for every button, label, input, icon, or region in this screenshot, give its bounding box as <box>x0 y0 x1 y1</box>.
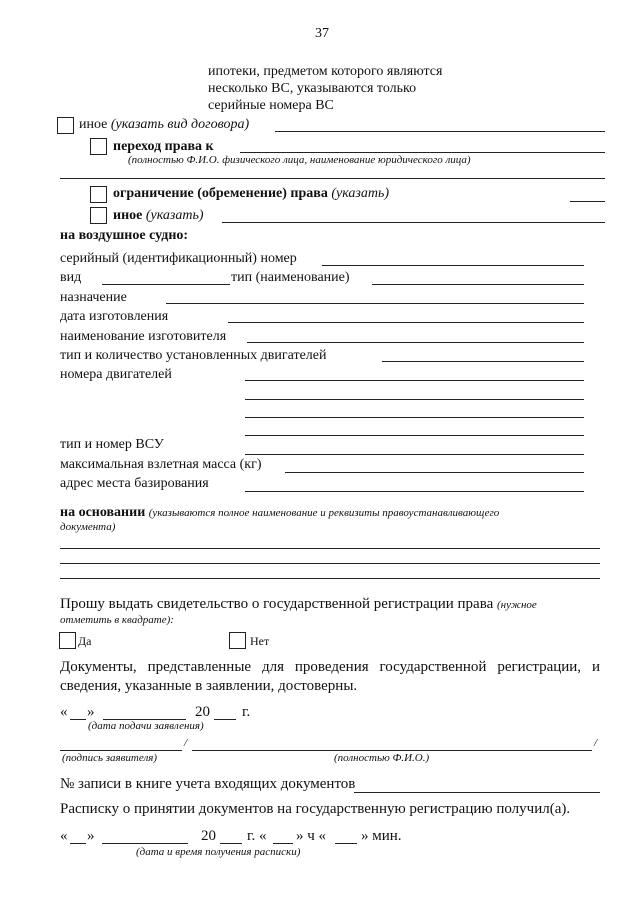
other-contract-label <box>79 117 249 133</box>
basis-field-1[interactable] <box>60 548 600 549</box>
request-text: Прошу выдать свидетельство о государственной регистрации права <box>60 596 494 612</box>
intro-line-1: ипотеки, предметом которого являются <box>208 64 443 79</box>
request-line <box>60 596 537 613</box>
receipt-year-prefix: 20 <box>201 828 216 844</box>
date-open-quote: « <box>60 704 68 720</box>
apu-field[interactable] <box>245 454 584 455</box>
receipt-minute-field[interactable] <box>335 843 357 844</box>
receipt-caption: (дата и время получения расписки) <box>136 846 301 858</box>
registry-number-field[interactable] <box>354 792 600 793</box>
type-label: тип (наименование) <box>231 270 350 285</box>
other-contract-text: иное <box>79 117 108 132</box>
restriction-field[interactable] <box>570 201 605 202</box>
intro-line-2: несколько ВС, указываются только <box>208 81 417 96</box>
date-caption: (дата подачи заявления) <box>88 720 204 732</box>
page-number: 37 <box>315 26 329 41</box>
no-checkbox[interactable] <box>229 632 246 649</box>
date-year-prefix: 20 <box>195 704 210 720</box>
purpose-label: назначение <box>60 290 127 305</box>
restriction-checkbox[interactable] <box>90 186 107 203</box>
basis-hint-1: (указываются полное наименование и реквизиты правоустанавливающего <box>148 507 500 519</box>
signature-caption: (подпись заявителя) <box>62 752 158 764</box>
manufacture-date-field[interactable] <box>228 322 584 323</box>
receipt-year-field[interactable] <box>220 843 242 844</box>
engines-label: тип и количество установленных двигателей <box>60 348 327 363</box>
engine-numbers-field-1[interactable] <box>245 380 584 381</box>
transfer-hint: (полностью Ф.И.О. физического лица, наименование юридического лица) <box>128 154 471 166</box>
signature-field[interactable] <box>60 750 182 751</box>
basis-field-3[interactable] <box>60 578 600 579</box>
receipt-text: Расписку о принятии документов на государственную регистрацию получил(а). <box>60 801 571 817</box>
other-contract-checkbox[interactable] <box>57 117 74 134</box>
base-field[interactable] <box>245 491 584 492</box>
mtow-field[interactable] <box>285 472 584 473</box>
serial-field[interactable] <box>322 265 584 266</box>
receipt-hour-close: » ч « <box>296 828 327 844</box>
manufacturer-field[interactable] <box>247 342 584 343</box>
full-name-caption: (полностью Ф.И.О.) <box>334 752 430 764</box>
other-field[interactable] <box>222 222 605 223</box>
restriction-text: ограничение (обременение) права <box>113 186 328 201</box>
yes-checkbox[interactable] <box>59 632 76 649</box>
basis-field-2[interactable] <box>60 563 600 564</box>
receipt-day-field[interactable] <box>70 843 86 844</box>
engine-numbers-field-4[interactable] <box>245 435 584 436</box>
engine-numbers-field-3[interactable] <box>245 417 584 418</box>
other-checkbox[interactable] <box>90 207 107 224</box>
serial-label: серийный (идентификационный) номер <box>60 251 297 266</box>
certify-line-1: Документы, представленные для проведения государственной регистрации, и <box>60 659 600 675</box>
kind-field[interactable] <box>102 284 230 285</box>
receipt-close-quote: » <box>87 828 95 844</box>
engine-numbers-field-2[interactable] <box>245 399 584 400</box>
transfer-label: переход права к <box>113 139 214 154</box>
receipt-minute-close: » мин. <box>361 828 402 844</box>
restriction-hint: (указать) <box>331 186 390 201</box>
receipt-hour-field[interactable] <box>273 843 293 844</box>
other-hint: (указать) <box>145 208 204 223</box>
transfer-field-2[interactable] <box>60 178 605 179</box>
receipt-year-suffix: г. « <box>247 828 267 844</box>
date-day-field[interactable] <box>70 719 86 720</box>
manufacturer-label: наименование изготовителя <box>60 329 227 344</box>
receipt-open-quote: « <box>60 828 68 844</box>
full-name-field[interactable] <box>192 750 592 751</box>
yes-label: Да <box>78 634 92 648</box>
purpose-field[interactable] <box>166 303 584 304</box>
transfer-checkbox[interactable] <box>90 138 107 155</box>
base-label: адрес места базирования <box>60 476 209 491</box>
other-contract-hint: (указать вид договора) <box>110 117 250 132</box>
certify-line-2: сведения, указанные в заявлении, достоверны. <box>60 678 358 694</box>
registry-number-label: № записи в книге учета входящих документов <box>60 776 356 792</box>
date-year-suffix: г. <box>242 704 251 720</box>
basis-label: на основании <box>60 505 146 520</box>
signature-slash-2: / <box>594 737 598 749</box>
signature-slash-1: / <box>184 737 188 749</box>
request-hint-1: (нужное <box>497 599 537 611</box>
other-label <box>113 208 204 224</box>
no-label: Нет <box>250 634 270 648</box>
engines-field[interactable] <box>382 361 584 362</box>
transfer-field[interactable] <box>240 152 605 153</box>
mtow-label: максимальная взлетная масса (кг) <box>60 457 262 472</box>
receipt-month-field[interactable] <box>102 843 188 844</box>
kind-label: вид <box>60 270 82 285</box>
manufacture-date-label: дата изготовления <box>60 309 169 324</box>
date-year-field[interactable] <box>214 719 236 720</box>
other-contract-field[interactable] <box>275 131 605 132</box>
type-field[interactable] <box>372 284 584 285</box>
intro-line-3: серийные номера ВС <box>208 98 334 113</box>
basis-hint-2: документа) <box>60 521 116 533</box>
request-hint-2: отметить в квадрате): <box>60 614 174 626</box>
other-text: иное <box>113 208 143 223</box>
aircraft-heading: на воздушное судно: <box>60 228 189 243</box>
date-close-quote: » <box>87 704 95 720</box>
restriction-label <box>113 186 389 202</box>
apu-label: тип и номер ВСУ <box>60 437 164 452</box>
engine-numbers-label: номера двигателей <box>60 367 172 382</box>
basis-line-1 <box>60 505 499 521</box>
